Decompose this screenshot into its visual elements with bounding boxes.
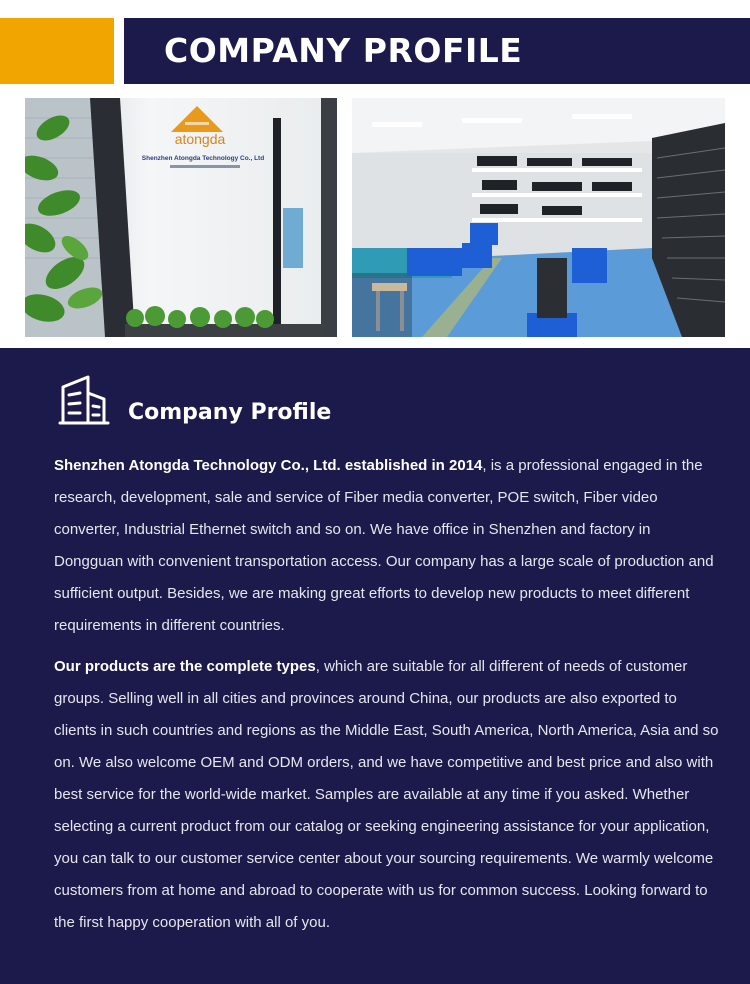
products-paragraph	[54, 651, 720, 939]
intro-lead: Shenzhen Atongda Technology Co., Ltd. established in 2014	[54, 457, 483, 474]
office-sign-text: Shenzhen Atongda Technology Co., Ltd	[141, 155, 265, 162]
page-title: COMPANY PROFILE	[164, 31, 523, 70]
products-lead: Our products are the complete types	[54, 658, 316, 675]
office-logo-text: atongda	[174, 131, 226, 147]
factory-floor-photo	[352, 98, 725, 337]
header-bar	[124, 18, 750, 84]
header-accent-block	[0, 18, 114, 84]
profile-panel	[0, 348, 750, 984]
intro-paragraph	[54, 450, 720, 642]
intro-body: , is a professional engaged in the research, development, sale and service of Fiber media converter, POE switch, Fiber video converter, Industrial Ethernet switch and so on. We have office in Shenzhen and factory in Dongguan with convenient transportation access. Our company has a large scale of production and sufficient output. Besides, we are making great efforts to develop new products to meet different requirements in different countries.	[54, 457, 714, 634]
office-reception-photo	[25, 98, 337, 337]
products-body: , which are suitable for all different of needs of customer groups. Selling well in all cities and provinces around China, our products are also exported to clients in such countries and regions as the Middle East, South America, North America, Asia and so on. We also welcome OEM and ODM orders, and we have competitive and best price and also with best service for the world-wide market. Samples are available at any time if you asked. Whether selecting a current product from our catalog or seeking engineering assistance for your application, you can talk to our customer service center about your sourcing requirements. We warmly welcome customers from at home and abroad to cooperate with us for common success. Looking forward to the first happy cooperation with all of you.	[54, 658, 719, 931]
section-title: Company Profile	[128, 400, 332, 425]
building-icon	[58, 373, 110, 427]
